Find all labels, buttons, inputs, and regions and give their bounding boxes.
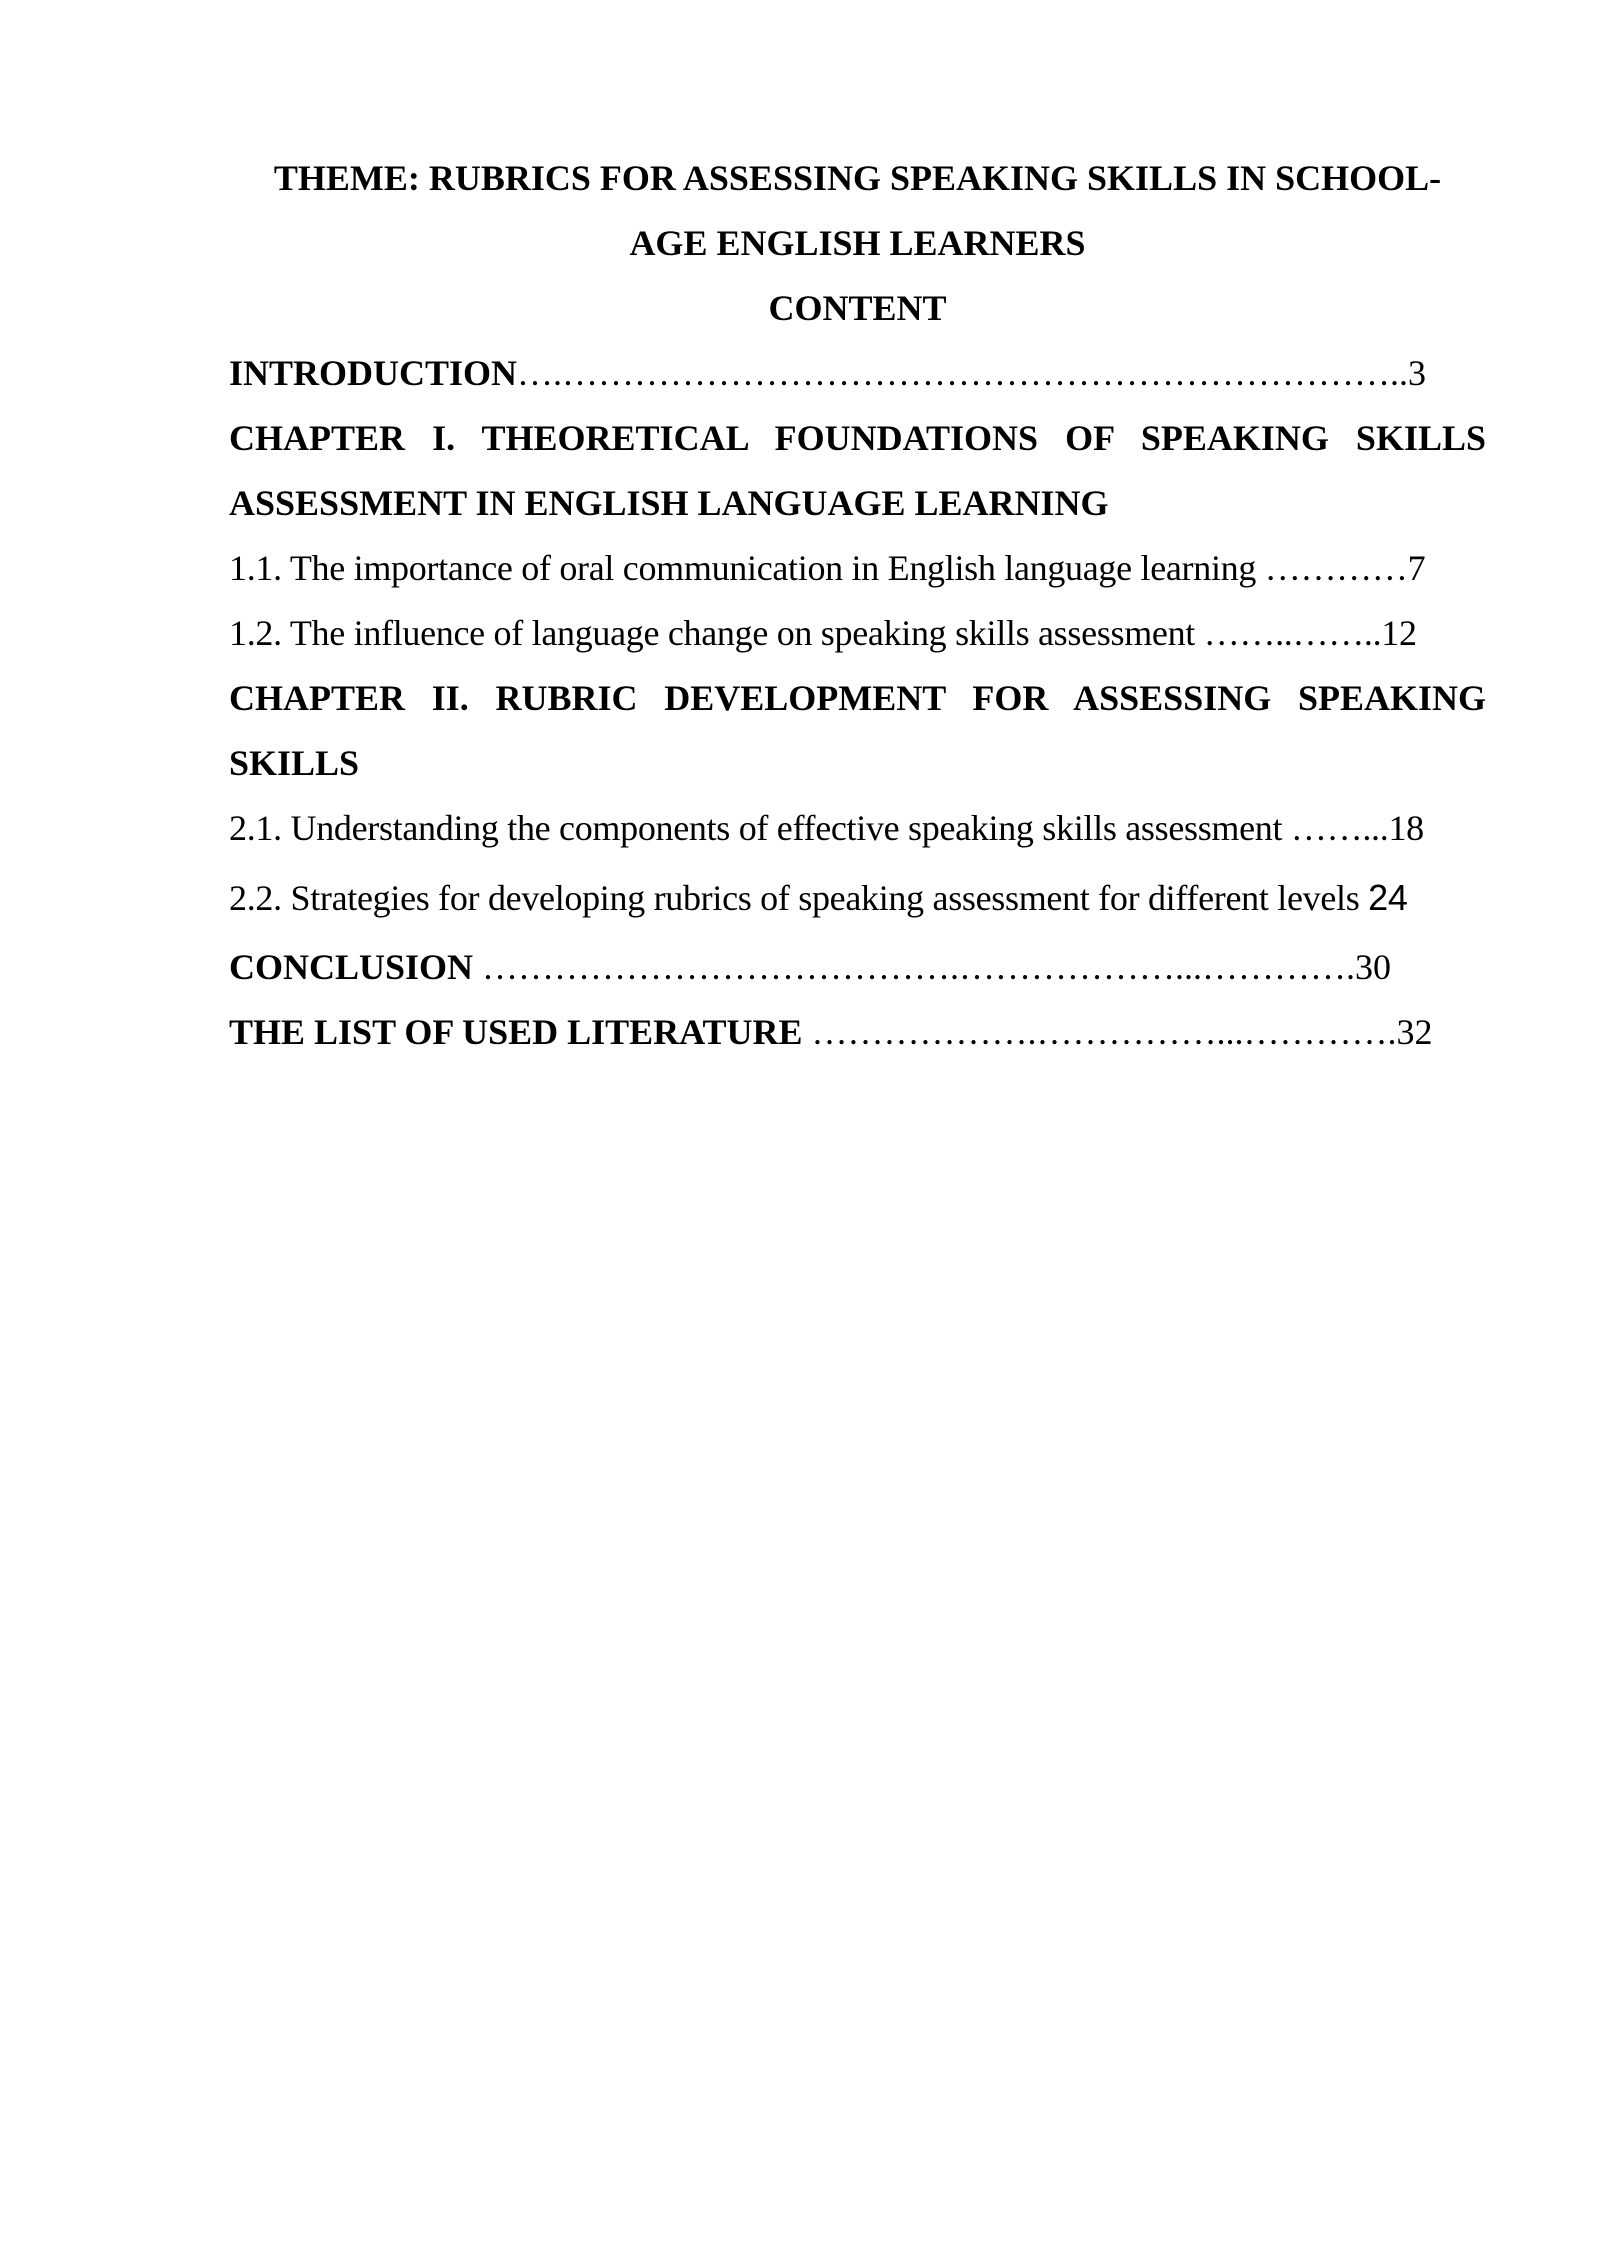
toc-label: CONCLUSION <box>229 947 483 987</box>
toc-label: INTRODUCTION <box>229 353 518 393</box>
toc-leader: ……..…….. <box>1203 613 1382 653</box>
toc-page-number: 24 <box>1368 877 1408 918</box>
toc-label: THE LIST OF USED LITERATURE <box>229 1012 812 1052</box>
toc-leader: ……………….……………...…………. <box>811 1012 1397 1052</box>
toc-page-number: 32 <box>1396 1012 1433 1052</box>
theme-title-line-2: AGE ENGLISH LEARNERS <box>629 223 1086 263</box>
toc-entry-introduction[interactable] <box>229 341 1486 406</box>
toc-entry-section-1-1[interactable] <box>229 536 1486 601</box>
toc-entry-section-2-1[interactable] <box>229 796 1486 861</box>
toc-entry-literature[interactable] <box>229 1000 1486 1065</box>
toc-page-number: 3 <box>1408 353 1427 393</box>
toc-leader: ……... <box>1290 808 1389 848</box>
toc-entry-chapter-2[interactable]: CHAPTER II. RUBRIC DEVELOPMENT FOR ASSESSING SPEAKING SKILLS <box>229 678 1486 783</box>
toc-leader: ….…………………………………………………………….. <box>517 353 1409 393</box>
toc-entry-chapter-1[interactable]: CHAPTER I. THEORETICAL FOUNDATIONS OF SPEAKING SKILLS ASSESSMENT IN ENGLISH LANGUAGE LEARNING <box>229 418 1486 523</box>
toc-label: 2.2. Strategies for developing rubrics of speaking assessment for different levels <box>229 878 1369 918</box>
toc-page-number: 30 <box>1355 947 1392 987</box>
toc-label: 1.1. The importance of oral communication in English language learning <box>229 548 1265 588</box>
toc-label: 2.1. Understanding the components of effective speaking skills assessment <box>229 808 1291 848</box>
toc-page-number: 12 <box>1381 613 1417 653</box>
toc-leader: ………………………………….………………...…………. <box>482 947 1356 987</box>
toc-page-number: 18 <box>1388 808 1424 848</box>
toc-entry-section-2-2[interactable] <box>229 865 1486 931</box>
theme-title-line-1: THEME: RUBRICS FOR ASSESSING SPEAKING SKILLS IN SCHOOL- <box>273 158 1442 198</box>
toc-page-number: 7 <box>1407 548 1426 588</box>
toc-leader: ………… <box>1264 548 1408 588</box>
toc-entry-conclusion[interactable] <box>229 935 1486 1000</box>
content-heading: CONTENT <box>768 288 947 328</box>
page-content <box>229 146 1486 1065</box>
toc-label: 1.2. The influence of language change on speaking skills assessment <box>229 613 1204 653</box>
toc-entry-section-1-2[interactable] <box>229 601 1486 666</box>
